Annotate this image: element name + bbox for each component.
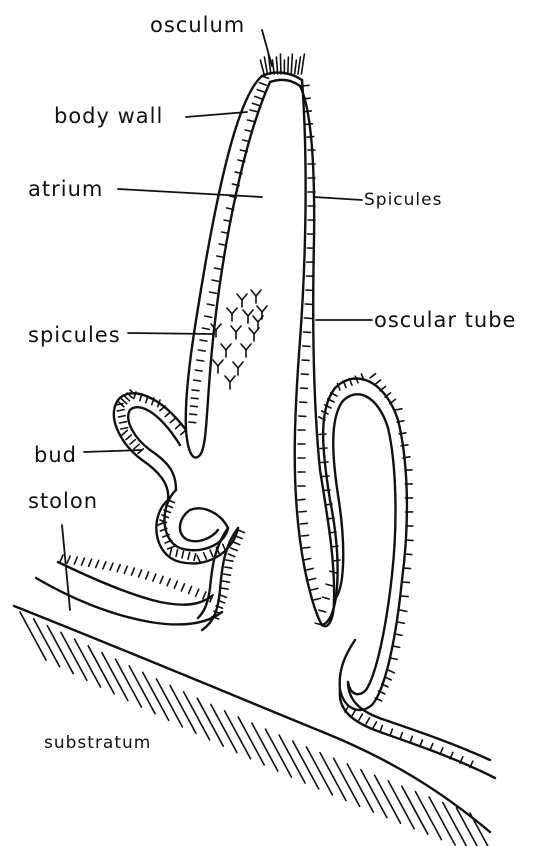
leader-atrium: [118, 189, 262, 197]
label-oscular-tube: oscular tube: [374, 308, 517, 332]
label-stolon: stolon: [28, 489, 99, 513]
label-bud: bud: [34, 443, 77, 467]
leader-body-wall: [186, 112, 247, 117]
label-spicules-right: Spicules: [364, 190, 443, 210]
label-body-wall: body wall: [54, 104, 164, 128]
substratum-ground: [14, 606, 496, 846]
osculum-hairs: [260, 54, 304, 74]
label-osculum: osculum: [150, 13, 246, 37]
stolon: [36, 555, 222, 625]
label-atrium: atrium: [28, 177, 104, 201]
substratum-hatching: [20, 612, 496, 846]
label-spicules-left: spicules: [28, 323, 121, 347]
spicules-cluster: [211, 290, 267, 389]
leader-osculum: [262, 30, 272, 66]
leader-spicules-left: [128, 333, 214, 334]
leader-spicules-right: [314, 197, 362, 200]
label-substratum: substratum: [44, 733, 152, 753]
sponge-body: [114, 73, 495, 778]
